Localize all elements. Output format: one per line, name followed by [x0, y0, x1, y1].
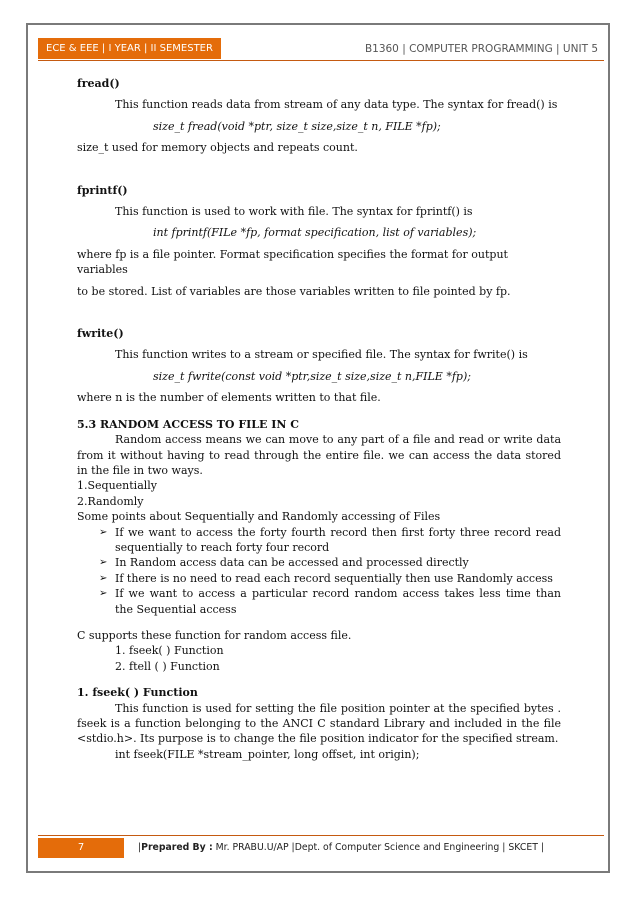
page-number: 7 — [38, 838, 124, 858]
fread-heading: fread() — [77, 77, 120, 90]
fread-syntax: size_t fread(void *ptr, size_t size,size_t n, FILE *fp); — [153, 119, 441, 133]
fseek-heading: 1. fseek( ) Function — [77, 686, 198, 700]
fprintf-heading: fprintf() — [77, 183, 128, 197]
list-item: ➢ If we want to access a particular record random access takes less time than the Sequential access — [99, 587, 561, 616]
fwrite-syntax: size_t fwrite(const void *ptr,size_t size,size_t n,FILE *fp); — [153, 369, 471, 383]
function-list-item-1: 1. fseek( ) Function — [115, 644, 224, 658]
list-item: ➢ In Random access data can be accessed and processed directly — [99, 556, 469, 570]
fseek-syntax: int fseek(FILE *stream_pointer, long offset, int origin); — [115, 747, 420, 761]
fprintf-note-line2: to be stored. List of variables are those variables written to file pointed by fp. — [77, 284, 511, 298]
page-footer — [38, 835, 604, 858]
arrow-bullet-icon: ➢ — [99, 526, 108, 538]
arrow-bullet-icon: ➢ — [99, 572, 108, 584]
fprintf-syntax: int fprintf(FILe *fp, format specification, list of variables); — [153, 226, 477, 240]
header-subject-label: B1360 | COMPUTER PROGRAMMING | UNIT 5 — [364, 43, 598, 55]
prepared-by-text: Mr. PRABU.U/AP |Dept. of Computer Science and Engineering | SKCET | — [212, 842, 544, 853]
random-access-heading: 5.3 RANDOM ACCESS TO FILE IN C — [77, 417, 300, 431]
access-way-2: 2.Randomly — [77, 494, 144, 508]
arrow-bullet-icon: ➢ — [99, 557, 108, 569]
random-access-paragraph: Random access means we can move to any part of a file and read or write data from it without having to read through the entire file. we can access the data stored in the file in two ways. — [77, 433, 561, 477]
fread-description: This function reads data from stream of any data type. The syntax for fread() is — [115, 98, 558, 112]
list-item: ➢ If there is no need to read each record sequentially then use Randomly access — [99, 571, 553, 585]
arrow-bullet-icon: ➢ — [99, 588, 108, 600]
list-item: ➢ If we want to access the forty fourth record then first forty three record read sequentially to reach forty four record — [99, 525, 561, 554]
footer-credit: |Prepared By : Mr. PRABU.U/AP |Dept. of Computer Science and Engineering | SKCET | — [138, 842, 544, 853]
access-way-1: 1.Sequentially — [77, 479, 158, 493]
supports-sentence: C supports these function for random access file. — [77, 628, 352, 642]
points-intro: Some points about Sequentially and Randomly accessing of Files — [77, 510, 441, 524]
page-header — [38, 38, 604, 61]
fwrite-heading: fwrite() — [77, 327, 124, 341]
fwrite-description: This function writes to a stream or specified file. The syntax for fwrite() is — [115, 348, 528, 362]
header-course-label: ECE & EEE | I YEAR | II SEMESTER — [38, 38, 221, 59]
fprintf-description: This function is used to work with file. The syntax for fprintf() is — [115, 205, 473, 219]
fwrite-note: where n is the number of elements written to that file. — [77, 391, 381, 405]
fread-note: size_t used for memory objects and repeats count. — [77, 141, 358, 155]
document-body — [77, 76, 561, 762]
access-points-list — [77, 525, 561, 617]
fprintf-note-line1: where fp is a file pointer. Format specification specifies the format for output variables — [77, 247, 508, 277]
function-list-item-2: 2. ftell ( ) Function — [115, 659, 220, 673]
prepared-by-label: Prepared By : — [141, 842, 213, 853]
fseek-paragraph: This function is used for setting the file position pointer at the specified bytes . fseek is a function belonging to the ANCI C standard Library and included in the file <stdio.h>. Its purpose is to change the file position indicator for the specified stream. — [77, 701, 561, 746]
